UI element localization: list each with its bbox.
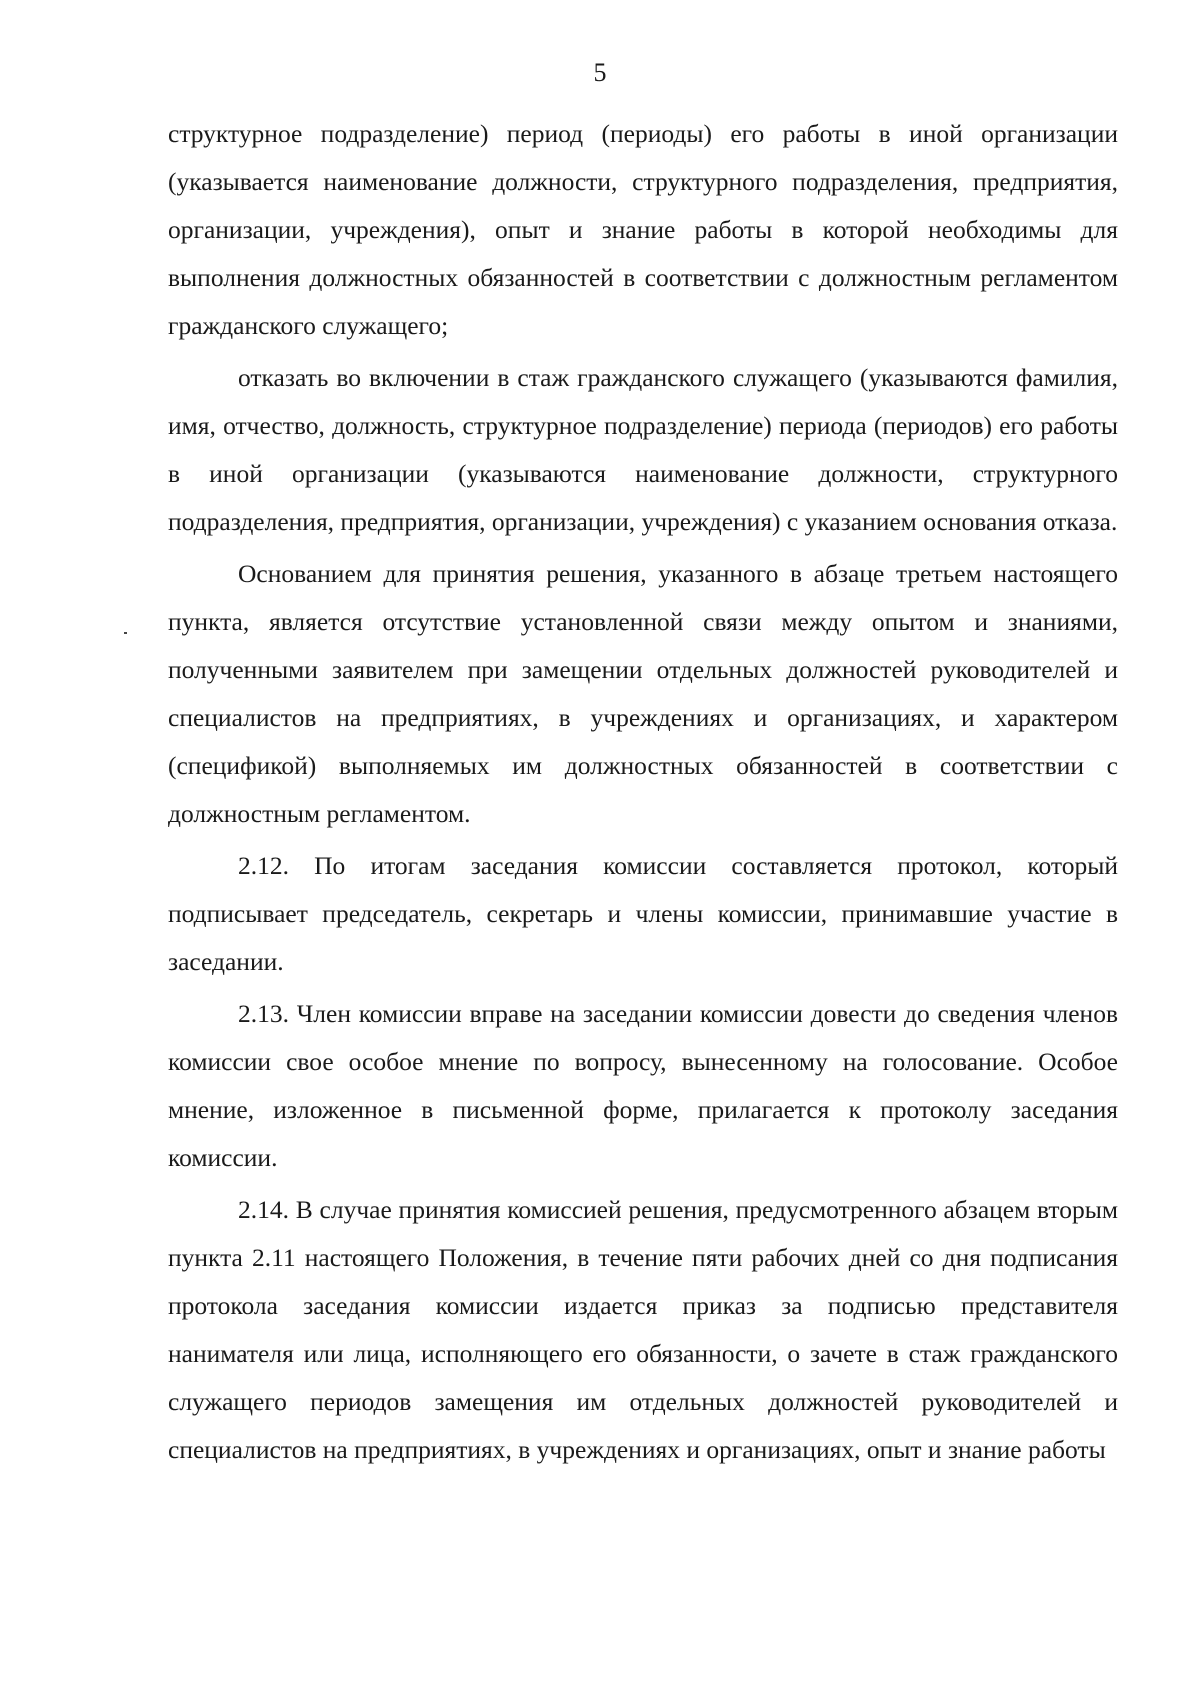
scan-mark [124,632,127,634]
paragraph-refuse-inclusion: отказать во включении в стаж гражданского служащего (указываются фамилия, имя, отчество, должность, структурное подразделение) периода (периодов) его работы в иной организации (указываются наименование должности, структурного подразделения, предприятия, организации, учреждения) с указанием основания отказа. [168,363,1118,536]
paragraph-grounds: Основанием для принятия решения, указанного в абзаце третьем настоящего пункта, является отсутствие установленной связи между опытом и знаниями, полученными заявителем при замещении отдельных должностей руководителей и специалистов на предприятиях, в учреждениях и организациях, и характером (спецификой) выполняемых им должностных обязанностей в соответствии с должностным регламентом. [168,559,1118,828]
paragraph-2-12: 2.12. По итогам заседания комиссии составляется протокол, который подписывает председатель, секретарь и члены комиссии, принимавшие участие в заседании. [168,851,1118,976]
document-body [168,110,1118,1474]
paragraph-2-14: 2.14. В случае принятия комиссией решения, предусмотренного абзацем вторым пункта 2.11 настоящего Положения, в течение пяти рабочих дней со дня подписания протокола заседания комиссии издается приказ за подписью представителя нанимателя или лица, исполняющего его обязанности, о зачете в стаж гражданского служащего периодов замещения им отдельных должностей руководителей и специалистов на предприятиях, в учреждениях и организациях, опыт и знание работы [168,1195,1118,1464]
page-number: 5 [593,58,607,87]
paragraph-2-13: 2.13. Член комиссии вправе на заседании комиссии довести до сведения членов комиссии свое особое мнение по вопросу, вынесенному на голосование. Особое мнение, изложенное в письменной форме, прилагается к протоколу заседания комиссии. [168,999,1118,1172]
paragraph-continuation: структурное подразделение) период (периоды) его работы в иной организации (указывается наименование должности, структурного подразделения, предприятия, организации, учреждения), опыт и знание работы в которой необходимы для выполнения должностных обязанностей в соответствии с должностным регламентом гражданского служащего; [168,119,1118,340]
